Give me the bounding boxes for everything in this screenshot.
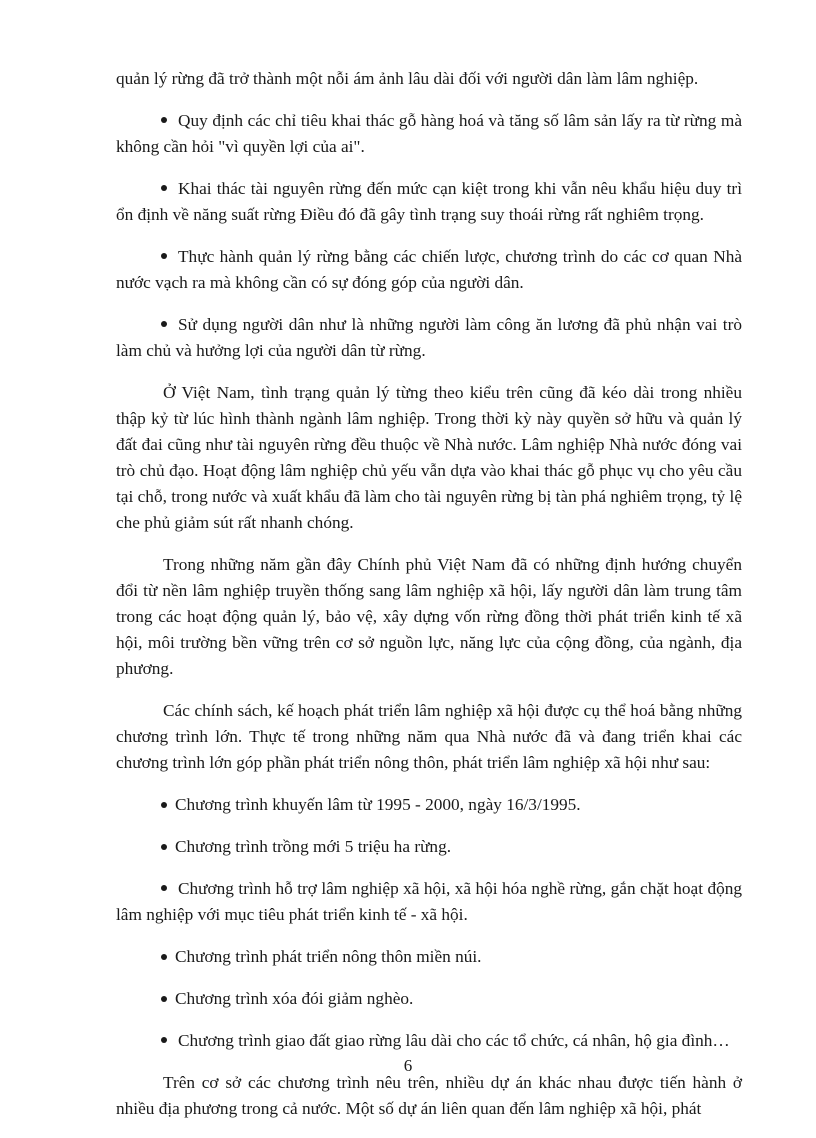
bullet-icon xyxy=(161,802,167,808)
bullet-icon xyxy=(161,996,167,1002)
bullet-icon xyxy=(161,117,167,123)
body-paragraph: Trên cơ sở các chương trình nêu trên, nhiều dự án khác nhau được tiến hành ở nhiều địa phương trong cả nước. Một số dự án liên quan đến lâm nghiệp xã hội, phát xyxy=(116,1073,742,1118)
list-item-text: Chương trình hỗ trợ lâm nghiệp xã hội, xã hội hóa nghề rừng, gắn chặt hoạt động lâm nghiệp với mục tiêu phát triển kinh tế - xã hội. xyxy=(116,879,742,924)
body-paragraph: Trong những năm gần đây Chính phủ Việt Nam đã có những định hướng chuyển đổi từ nền lâm nghiệp truyền thống sang lâm nghiệp xã hội, lấy người dân làm trung tâm trong các hoạt động quản lý, bảo vệ, xây dựng vốn rừng đồng thời phát triển kinh tế xã hội, môi trường bền vững trên cơ sở nguồn lực, năng lực của cộng đồng, của ngành, địa phương. xyxy=(116,555,742,678)
list-item xyxy=(116,876,742,928)
bullet-icon xyxy=(161,185,167,191)
page-number: 6 xyxy=(403,1056,413,1075)
bullet-icon xyxy=(161,954,167,960)
list-item-text: Khai thác tài nguyên rừng đến mức cạn kiệt trong khi vẫn nêu khẩu hiệu duy trì ổn định về năng suất rừng Điều đó đã gây tình trạng suy thoái rừng rất nghiêm trọng. xyxy=(116,179,742,224)
bullet-icon xyxy=(161,844,167,850)
list-item xyxy=(116,792,742,818)
list-item xyxy=(116,312,742,364)
list-item xyxy=(116,986,742,1012)
list-item xyxy=(116,944,742,970)
list-item xyxy=(116,1028,742,1054)
list-item xyxy=(116,108,742,160)
list-item-text: Chương trình khuyến lâm từ 1995 - 2000, ngày 16/3/1995. xyxy=(175,795,581,814)
list-item-text: Quy định các chỉ tiêu khai thác gỗ hàng hoá và tăng số lâm sản lấy ra từ rừng mà không cần hỏi "vì quyền lợi của ai". xyxy=(116,111,742,156)
bullet-icon xyxy=(161,253,167,259)
paragraph-continuation: quản lý rừng đã trở thành một nỗi ám ảnh lâu dài đối với người dân làm lâm nghiệp. xyxy=(116,69,699,88)
bullet-icon xyxy=(161,321,167,327)
list-item-text: Chương trình phát triển nông thôn miền núi. xyxy=(175,947,482,966)
bullet-icon xyxy=(161,1037,167,1043)
body-paragraph: Các chính sách, kế hoạch phát triển lâm nghiệp xã hội được cụ thể hoá bằng những chương trình lớn. Thực tế trong những năm qua Nhà nước đã và đang triển khai các chương trình lớn góp phần phát triển nông thôn, phát triển lâm nghiệp xã hội như sau: xyxy=(116,701,742,772)
list-item-text: Chương trình xóa đói giảm nghèo. xyxy=(175,989,414,1008)
body-paragraph: Ở Việt Nam, tình trạng quản lý từng theo kiểu trên cũng đã kéo dài trong nhiều thập kỷ từ lúc hình thành ngành lâm nghiệp. Trong thời kỳ này quyền sở hữu và quản lý đất đai cũng như tài nguyên rừng đều thuộc về Nhà nước. Lâm nghiệp Nhà nước đóng vai trò chủ đạo. Hoạt động lâm nghiệp chủ yếu vẫn dựa vào khai thác gỗ phục vụ cho yêu cầu tại chỗ, trong nước và xuất khẩu đã làm cho tài nguyên rừng bị tàn phá nghiêm trọng, tỷ lệ che phủ giảm sút rất nhanh chóng. xyxy=(116,383,742,532)
list-item-text: Thực hành quản lý rừng bằng các chiến lược, chương trình do các cơ quan Nhà nước vạch ra mà không cần có sự đóng góp của người dân. xyxy=(116,247,742,292)
document-page xyxy=(116,66,742,1138)
list-item xyxy=(116,176,742,228)
list-item-text: Chương trình trồng mới 5 triệu ha rừng. xyxy=(175,837,452,856)
list-item xyxy=(116,244,742,296)
bullet-icon xyxy=(161,885,167,891)
list-item-text: Chương trình giao đất giao rừng lâu dài cho các tổ chức, cá nhân, hộ gia đình… xyxy=(178,1031,730,1050)
list-item-text: Sử dụng người dân như là những người làm công ăn lương đã phủ nhận vai trò làm chủ và hưởng lợi của người dân từ rừng. xyxy=(116,315,742,360)
list-item xyxy=(116,834,742,860)
